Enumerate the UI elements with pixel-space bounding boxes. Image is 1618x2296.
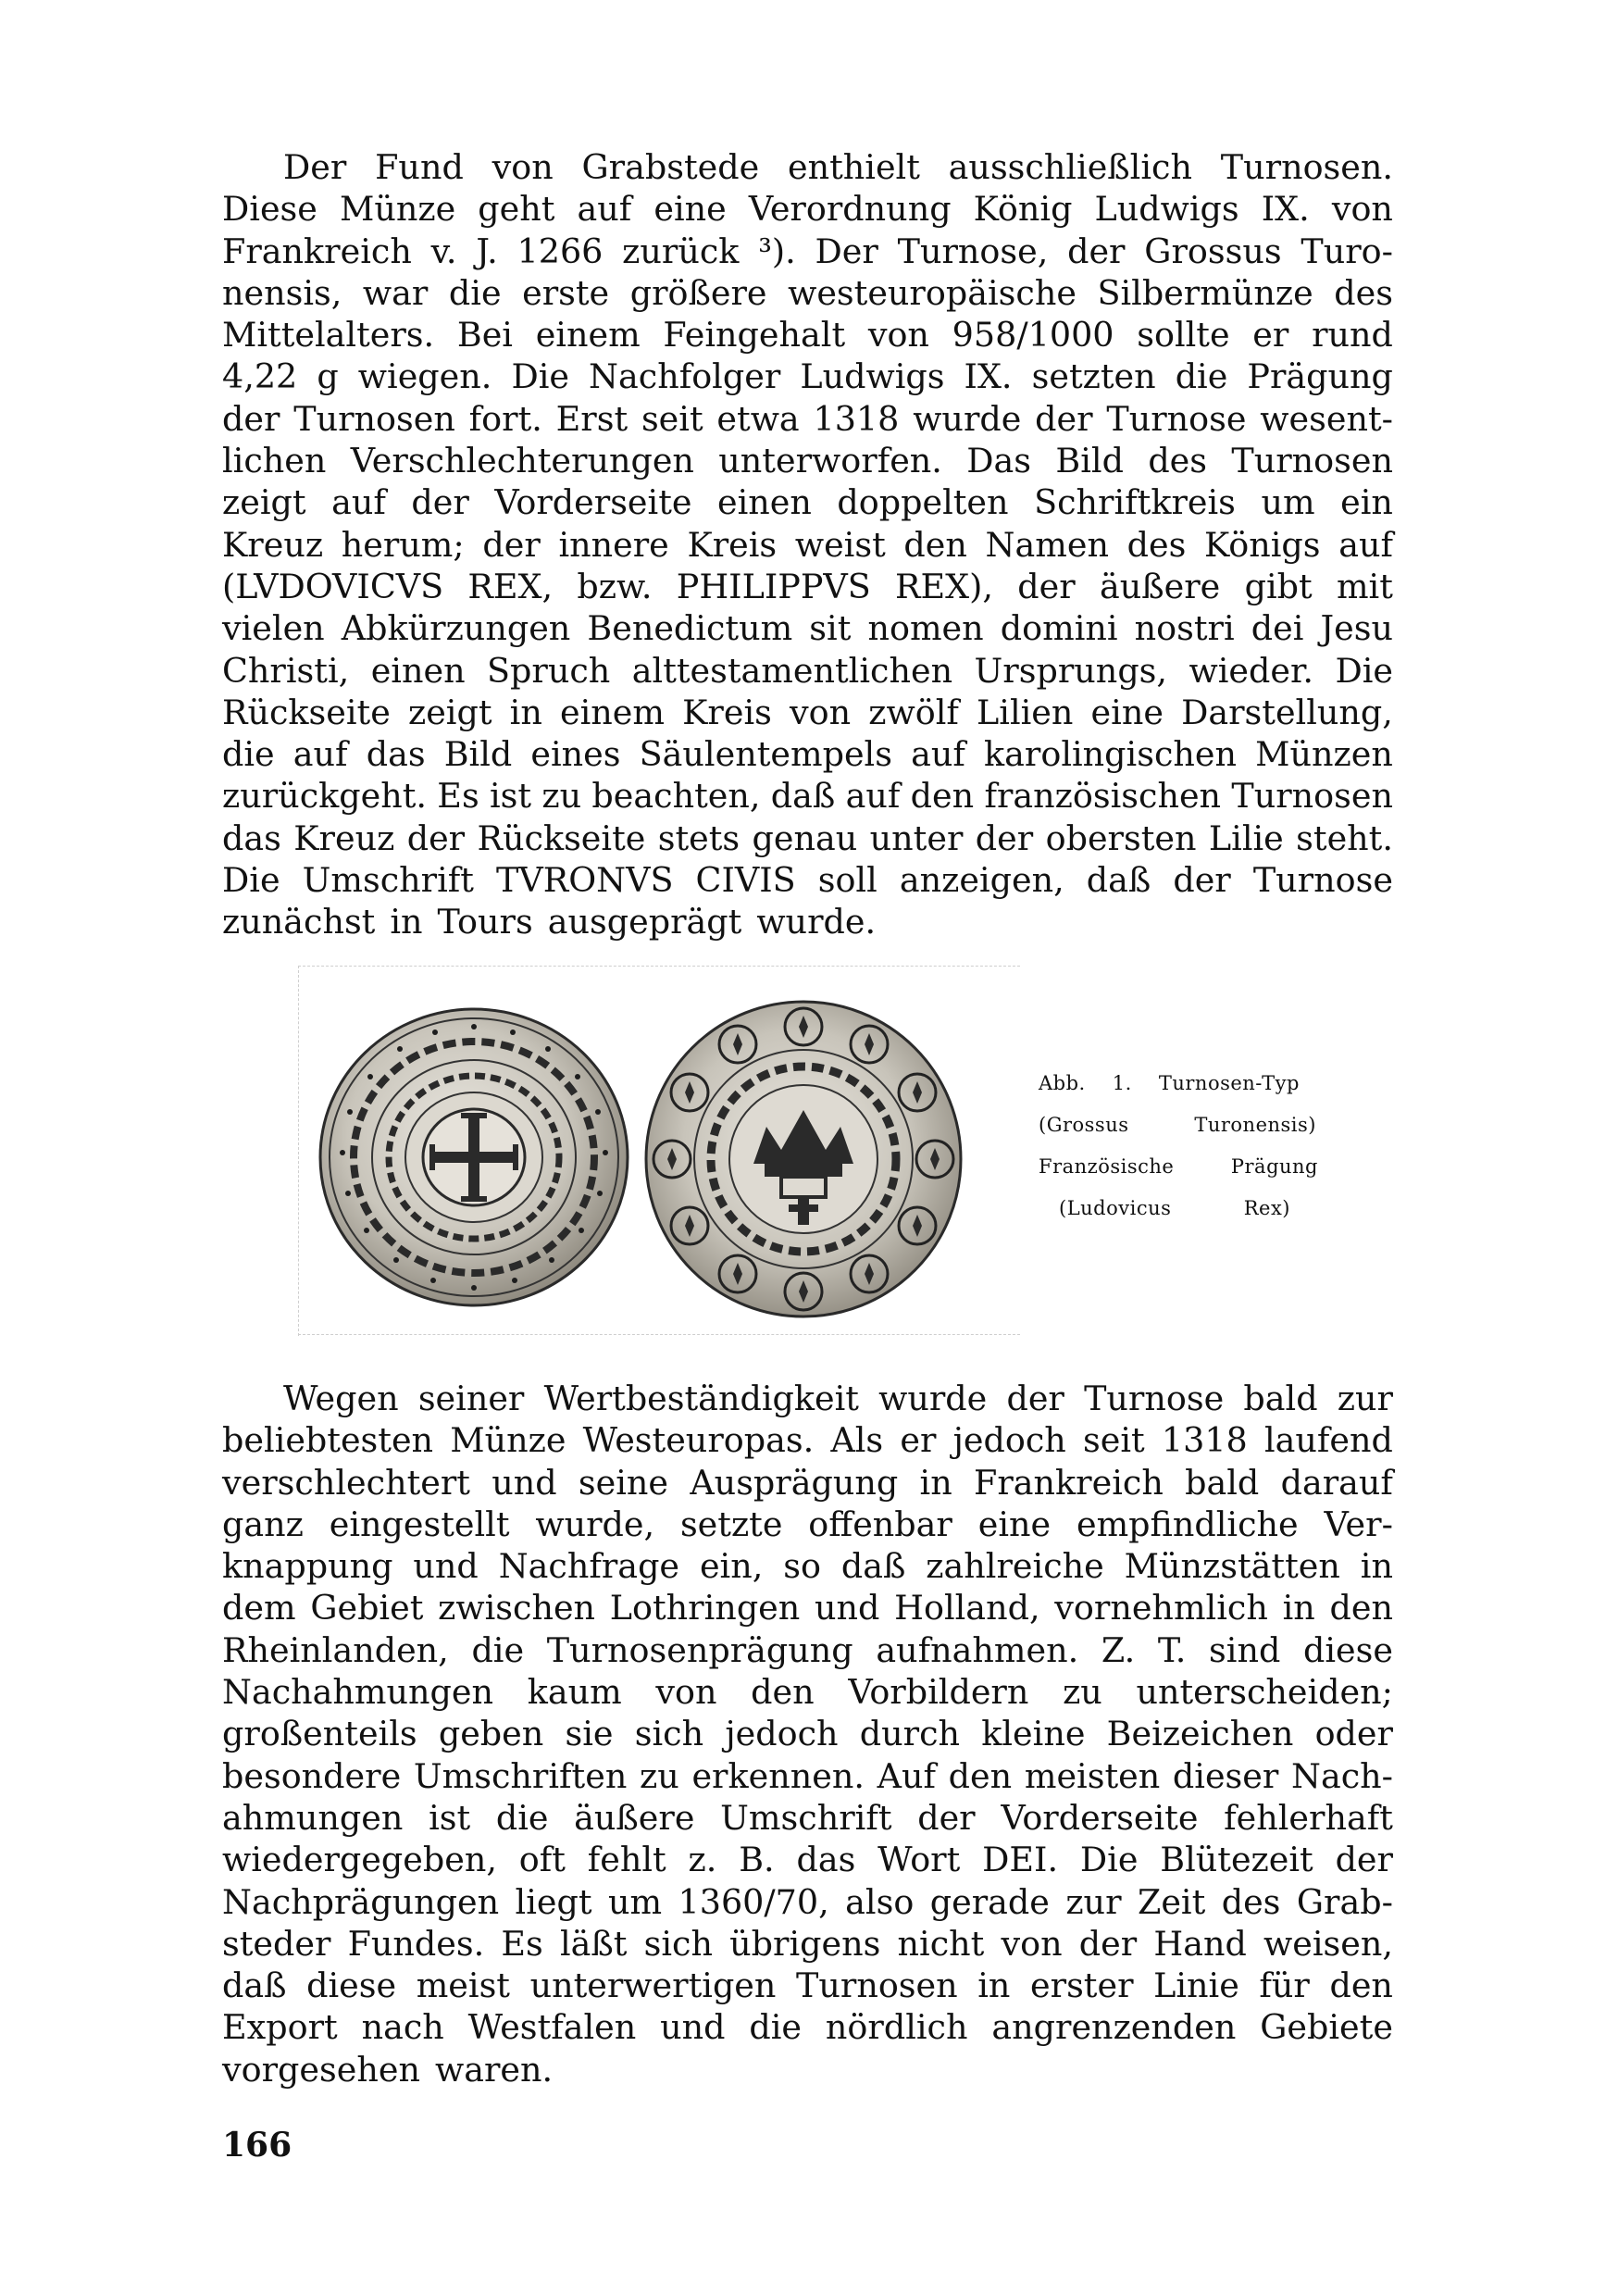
page-number: 166 — [222, 2126, 292, 2165]
text-line: verschlechtert und seine Ausprägung in Frankreich bald darauf — [222, 1462, 1393, 1503]
coin-obverse-image — [317, 1004, 631, 1310]
text-line: die auf das Bild eines Säulentempels auf karolingischen Münzen — [222, 734, 1393, 775]
text-line: ganz eingestellt wurde, setzte offenbar eine empfindliche Ver- — [222, 1504, 1393, 1544]
figure-edge-bottom — [298, 1334, 1020, 1335]
figure-caption — [1039, 1063, 1335, 1229]
text-line: besondere Umschriften zu erkennen. Auf den meisten dieser Nach- — [222, 1755, 1393, 1796]
text-line: das Kreuz der Rückseite stets genau unter der obersten Lilie steht. — [222, 817, 1393, 858]
text-line: zurückgeht. Es ist zu beachten, daß auf den französischen Turnosen — [222, 776, 1393, 817]
text-line: Diese Münze geht auf eine Verordnung König Ludwigs IX. von — [222, 189, 1393, 230]
text-line: Mittelalters. Bei einem Feingehalt von 958/1000 sollte er rund — [222, 315, 1393, 356]
text-line: der Turnosen fort. Erst seit etwa 1318 wurde der Turnose wesent- — [222, 398, 1393, 439]
text-line: Rheinlanden, die Turnosenprägung aufnahmen. Z. T. sind diese — [222, 1629, 1393, 1670]
text-line: Wegen seiner Wertbeständigkeit wurde der Turnose bald zur — [283, 1379, 1393, 1418]
caption-line: Abb. 1. Turnosen-Typ — [1039, 1072, 1300, 1094]
text-line: beliebtesten Münze Westeuropas. Als er jedoch seit 1318 laufend — [222, 1420, 1393, 1461]
text-line: Nachprägungen liegt um 1360/70, also gerade zur Zeit des Grab- — [222, 1881, 1393, 1922]
text-line: Nachahmungen kaum von den Vorbildern zu unterscheiden; — [222, 1672, 1393, 1713]
text-line: 4,22 g wiegen. Die Nachfolger Ludwigs IX. setzten die Prägung — [222, 356, 1393, 397]
figure-edge-left — [298, 966, 299, 1336]
text-line: Die Umschrift TVRONVS CIVIS soll anzeigen, daß der Turnose — [222, 860, 1393, 901]
text-line: Frankreich v. J. 1266 zurück ³). Der Turnose, der Grossus Turo- — [222, 231, 1393, 271]
text-line: Rückseite zeigt in einem Kreis von zwölf Lilien eine Darstellung, — [222, 692, 1393, 732]
paragraph-1 — [222, 146, 1393, 943]
text-line: (LVDOVICVS REX, bzw. PHILIPPVS REX), der äußere gibt mit — [222, 566, 1393, 606]
text-line: dem Gebiet zwischen Lothringen und Holland, vornehmlich in den — [222, 1588, 1393, 1628]
text-line: knappung und Nachfrage ein, so daß zahlreiche Münzstätten in — [222, 1546, 1393, 1587]
caption-line: (Grossus Turonensis) — [1039, 1114, 1316, 1136]
text-line: großenteils geben sie sich jedoch durch kleine Beizeichen oder — [222, 1714, 1393, 1754]
text-line: ahmungen ist die äußere Umschrift der Vorderseite fehlerhaft — [222, 1797, 1393, 1838]
caption-line: (Ludovicus Rex) — [1059, 1197, 1290, 1219]
text-line: vorgesehen waren. — [222, 2049, 554, 2090]
coin-reverse-image — [642, 997, 965, 1321]
text-line: wiedergegeben, oft fehlt z. B. das Wort DEI. Die Blütezeit der — [222, 1840, 1393, 1880]
text-line: steder Fundes. Es läßt sich übrigens nicht von der Hand weisen, — [222, 1923, 1393, 1964]
text-line: lichen Verschlechterungen unterworfen. Das Bild des Turnosen — [222, 441, 1393, 481]
paragraph-2 — [222, 1378, 1393, 2090]
text-line: Der Fund von Grabstede enthielt ausschließlich Turnosen. — [283, 147, 1393, 187]
text-line: daß diese meist unterwertigen Turnosen in erster Linie für den — [222, 1965, 1393, 2006]
text-line: zunächst in Tours ausgeprägt wurde. — [222, 902, 877, 942]
figure-coins — [298, 966, 1020, 1336]
caption-line: Französische Prägung — [1039, 1155, 1318, 1178]
text-line: Export nach Westfalen und die nördlich angrenzenden Gebiete — [222, 2007, 1393, 2048]
text-line: zeigt auf der Vorderseite einen doppelten Schriftkreis um ein — [222, 482, 1393, 523]
text-line: nensis, war die erste größere westeuropäische Silbermünze des — [222, 272, 1393, 313]
text-line: Kreuz herum; der innere Kreis weist den Namen des Königs auf — [222, 524, 1393, 565]
figure-edge-top — [298, 966, 1020, 967]
text-line: Christi, einen Spruch alttestamentlichen Ursprungs, wieder. Die — [222, 650, 1393, 691]
text-line: vielen Abkürzungen Benedictum sit nomen domini nostri dei Jesu — [222, 608, 1393, 649]
